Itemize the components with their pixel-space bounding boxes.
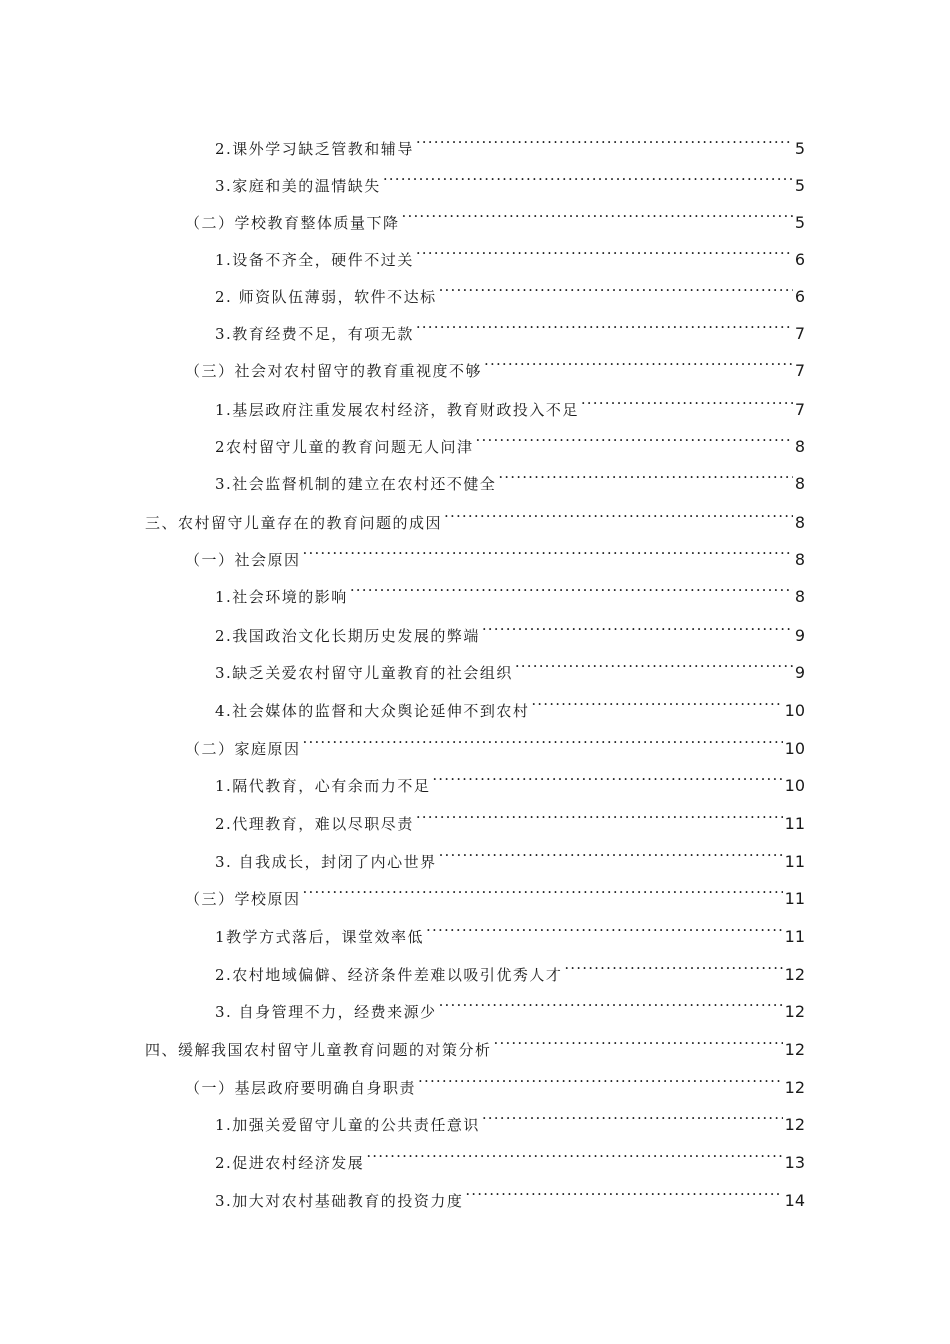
toc-entry-title: 3.缺乏关爱农村留守儿童教育的社会组织 xyxy=(215,664,513,682)
toc-page-number: 12 xyxy=(784,1040,805,1059)
toc-entry[interactable] xyxy=(215,422,805,456)
toc-entry-title: 2.课外学习缺乏管教和辅导 xyxy=(215,140,414,158)
toc-dot-leader xyxy=(350,572,793,602)
toc-entry[interactable] xyxy=(215,1138,805,1172)
toc-dot-leader xyxy=(482,611,793,641)
toc-entry[interactable] xyxy=(215,761,805,795)
toc-page-number: 5 xyxy=(794,213,805,232)
toc-entry[interactable] xyxy=(215,686,805,720)
toc-entry[interactable] xyxy=(215,912,805,946)
toc-entry[interactable] xyxy=(185,874,805,908)
toc-entry[interactable] xyxy=(215,235,805,269)
toc-entry[interactable] xyxy=(185,346,805,380)
toc-entry-title: 2农村留守儿童的教育问题无人问津 xyxy=(215,438,474,456)
toc-page-number: 8 xyxy=(794,474,805,493)
toc-dot-leader xyxy=(383,161,793,191)
toc-page-number: 10 xyxy=(784,776,805,795)
toc-entry-title: 2.代理教育，难以尽职尽责 xyxy=(215,815,414,833)
toc-dot-leader xyxy=(581,385,793,415)
toc-entry-title: 2.促进农村经济发展 xyxy=(215,1154,365,1172)
toc-dot-leader xyxy=(482,1100,783,1130)
toc-dot-leader xyxy=(426,912,783,942)
toc-page-number: 12 xyxy=(784,965,805,984)
toc-page-number: 6 xyxy=(794,250,805,269)
toc-entry-title: 三、农村留守儿童存在的教育问题的成因 xyxy=(145,514,443,532)
toc-entry[interactable] xyxy=(215,124,805,158)
toc-entry-title: 四、缓解我国农村留守儿童教育问题的对策分析 xyxy=(145,1041,492,1059)
toc-dot-leader xyxy=(494,1025,783,1055)
toc-page-number: 9 xyxy=(794,663,805,682)
toc-dot-leader xyxy=(416,124,793,154)
toc-entry[interactable] xyxy=(215,987,805,1021)
toc-entry[interactable] xyxy=(145,498,805,532)
toc-dot-leader xyxy=(416,799,783,829)
toc-dot-leader xyxy=(498,459,792,489)
toc-page-number: 11 xyxy=(784,927,805,946)
toc-entry[interactable] xyxy=(215,161,805,195)
toc-entry[interactable] xyxy=(215,572,805,606)
toc-page-number: 8 xyxy=(794,587,805,606)
toc-page-number: 8 xyxy=(794,437,805,456)
toc-entry-title: 4.社会媒体的监督和大众舆论延伸不到农村 xyxy=(215,702,530,720)
toc-page-number: 5 xyxy=(794,176,805,195)
toc-dot-leader xyxy=(416,309,793,339)
toc-entry-title: 2. 师资队伍薄弱，软件不达标 xyxy=(215,288,437,306)
toc-entry-title: 1教学方式落后，课堂效率低 xyxy=(215,928,425,946)
toc-dot-leader xyxy=(303,724,783,754)
toc-entry[interactable] xyxy=(185,1063,805,1097)
toc-page-number: 11 xyxy=(784,889,805,908)
toc-page-number: 10 xyxy=(784,739,805,758)
toc-entry-title: 2.农村地域偏僻、经济条件差难以吸引优秀人才 xyxy=(215,966,563,984)
toc-page-number: 11 xyxy=(784,814,805,833)
toc-entry[interactable] xyxy=(215,837,805,871)
toc-entry[interactable] xyxy=(215,1176,805,1210)
toc-entry-title: 2.我国政治文化长期历史发展的弊端 xyxy=(215,627,480,645)
toc-page-number: 11 xyxy=(784,852,805,871)
toc-dot-leader xyxy=(484,346,793,376)
toc-page-number: 7 xyxy=(794,361,805,380)
toc-entry-title: 3. 自我成长，封闭了内心世界 xyxy=(215,853,437,871)
toc-page-number: 5 xyxy=(794,139,805,158)
toc-entry-title: （一）基层政府要明确自身职责 xyxy=(185,1079,417,1097)
toc-entry[interactable] xyxy=(215,611,805,645)
toc-dot-leader xyxy=(402,198,793,228)
toc-entry-title: 1.隔代教育，心有余而力不足 xyxy=(215,777,431,795)
toc-entry[interactable] xyxy=(215,309,805,343)
toc-dot-leader xyxy=(439,837,783,867)
toc-entry[interactable] xyxy=(215,648,805,682)
toc-dot-leader xyxy=(366,1138,782,1168)
toc-entry-title: （二）学校教育整体质量下降 xyxy=(185,214,400,232)
toc-entry-title: 3.教育经费不足，有项无款 xyxy=(215,325,414,343)
toc-page-number: 6 xyxy=(794,287,805,306)
toc-page-number: 8 xyxy=(794,550,805,569)
toc-page-number: 7 xyxy=(794,324,805,343)
toc-entry-title: （三）社会对农村留守的教育重视度不够 xyxy=(185,362,483,380)
toc-dot-leader xyxy=(444,498,793,528)
toc-page-number: 12 xyxy=(784,1115,805,1134)
toc-entry[interactable] xyxy=(185,198,805,232)
toc-entry[interactable] xyxy=(185,724,805,758)
toc-page-number: 8 xyxy=(794,513,805,532)
toc-entry-title: 1.加强关爱留守儿童的公共责任意识 xyxy=(215,1116,480,1134)
toc-entry[interactable] xyxy=(215,799,805,833)
toc-dot-leader xyxy=(515,648,793,678)
toc-dot-leader xyxy=(303,535,793,565)
toc-dot-leader xyxy=(476,422,793,452)
toc-entry-title: 1.设备不齐全，硬件不过关 xyxy=(215,251,414,269)
toc-page-number: 12 xyxy=(784,1078,805,1097)
toc-dot-leader xyxy=(432,761,782,791)
toc-dot-leader xyxy=(416,235,793,265)
toc-entry[interactable] xyxy=(215,459,805,493)
toc-page-number: 10 xyxy=(784,701,805,720)
toc-entry-title: 3.社会监督机制的建立在农村还不健全 xyxy=(215,475,497,493)
toc-dot-leader xyxy=(439,272,793,302)
toc-entry[interactable] xyxy=(215,385,805,419)
toc-entry[interactable] xyxy=(185,535,805,569)
toc-dot-leader xyxy=(303,874,783,904)
toc-entry-title: 3.加大对农村基础教育的投资力度 xyxy=(215,1192,464,1210)
toc-page-number: 9 xyxy=(794,626,805,645)
toc-entry-title: 3.家庭和美的温情缺失 xyxy=(215,177,381,195)
toc-page-number: 13 xyxy=(784,1153,805,1172)
toc-dot-leader xyxy=(465,1176,782,1206)
toc-entry-title: （一）社会原因 xyxy=(185,551,301,569)
toc-entry[interactable] xyxy=(215,272,805,306)
toc-dot-leader xyxy=(418,1063,783,1093)
toc-entry[interactable] xyxy=(145,1025,805,1059)
toc-entry[interactable] xyxy=(215,1100,805,1134)
toc-dot-leader xyxy=(564,950,782,980)
toc-dot-leader xyxy=(531,686,782,716)
toc-entry-title: 1.基层政府注重发展农村经济，教育财政投入不足 xyxy=(215,401,579,419)
toc-entry-title: （二）家庭原因 xyxy=(185,740,301,758)
toc-entry-title: 1.社会环境的影响 xyxy=(215,588,348,606)
toc-page-number: 14 xyxy=(784,1191,805,1210)
toc-entry-title: 3. 自身管理不力，经费来源少 xyxy=(215,1003,437,1021)
toc-page-number: 12 xyxy=(784,1002,805,1021)
toc-dot-leader xyxy=(439,987,783,1017)
toc-entry[interactable] xyxy=(215,950,805,984)
toc-entry-title: （三）学校原因 xyxy=(185,890,301,908)
toc-page-number: 7 xyxy=(794,400,805,419)
